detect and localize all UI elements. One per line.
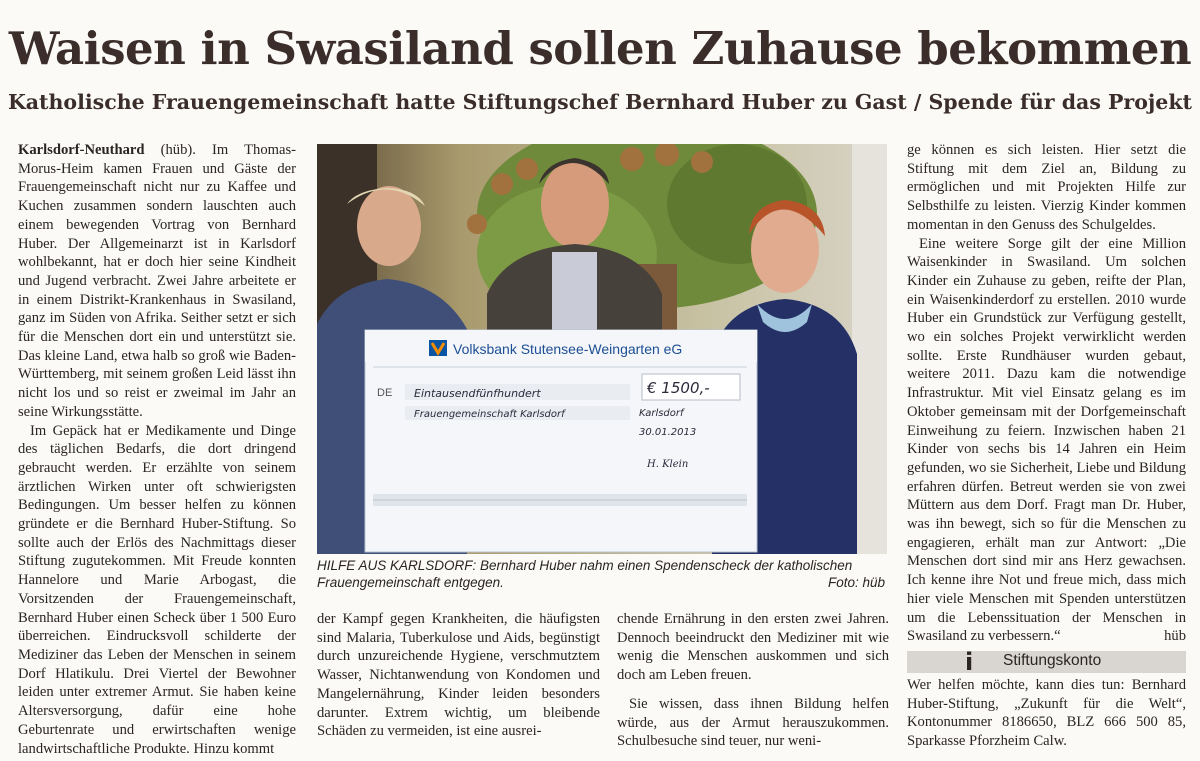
article-column-1 bbox=[18, 141, 296, 758]
photo-credit: Foto: hüb bbox=[827, 574, 885, 590]
paragraph bbox=[18, 141, 296, 422]
info-box-title: Stiftungskonto bbox=[1003, 652, 1102, 669]
info-icon: i bbox=[965, 648, 974, 676]
article-column-2 bbox=[317, 610, 600, 741]
paragraph: chende Ernährung in den ersten zwei Jahren. Dennoch beeindruckt den Mediziner mit wie wenig die Menschen auskommen und sich doch am Leben freuen. bbox=[617, 611, 889, 684]
cheque-signature: H. Klein bbox=[647, 459, 689, 470]
cheque-payee: Frauengemeinschaft Karlsdorf bbox=[414, 409, 565, 420]
paragraph bbox=[907, 235, 1186, 646]
cheque-place: Karlsdorf bbox=[639, 408, 684, 419]
author-sign: hüb bbox=[1164, 628, 1186, 645]
paragraph: Sie wissen, dass ihnen Bildung helfen würde, aus der Armut herauszukommen. Schulbesuche sind teuer, nur weni- bbox=[617, 695, 889, 750]
caption-text: HILFE AUS KARLSDORF: Bernhard Huber nahm einen Spendenscheck der katholischen Frauengemeinschaft entgegen. bbox=[317, 558, 853, 590]
news-photo bbox=[317, 144, 887, 554]
paragraph-text: (hüb). Im Thomas-Morus-Heim kamen Frauen und Gäste der Frauengemeinschaft nicht nur zu Kaffee und Kuchen zusammen sondern lauschten auch einem bewegenden Vortrag von Bernhard Huber. Der Allgemeinarzt ist in Karlsdorf wohlbekannt, hat er doch hier seine Kindheit und Jugend verbracht. Zwei Jahre arbeitete er in einem Distrikt-Krankenhaus in Swasiland, ganz im Süden von Afrika. Seither setzt er sich für die Menschen dort ein und unterstützt sie. Das kleine Land, etwa halb so groß wie Baden-Württemberg, mit seinem großen Leid lässt ihn nicht los und so reist er zweimal im Jahr an seine Wirkungsstätte. bbox=[18, 142, 296, 420]
article-column-4 bbox=[907, 141, 1186, 646]
cheque-bank-name: Volksbank Stutensee-Weingarten eG bbox=[453, 341, 683, 357]
paragraph: ge können es sich leisten. Hier setzt die Stiftung mit dem Ziel an, Bildung zu ermöglichen und mit Projekten Hilfe zur Selbsthilfe zu leisten. Vierzig Kinder kommen momentan in den Genuss des Schulgeldes. bbox=[907, 142, 1186, 233]
cheque-country-code: DE bbox=[377, 387, 393, 399]
paragraph: Im Gepäck hat er Medikamente und Dinge des täglichen Bedarfs, die dort dringend gebraucht werden. Er erzählte von seinem ärztlichen Wirken unter oft schwierigsten Bedingungen. Um besser helfen zu können gründete er die Bernhard Huber-Stiftung. So sollte auch der Erlös des Nachmittags dieser Stiftung zugutekommen. Mit Freude konnten Hannelore und Marie Arbogast, die Vorsitzenden der Frauengemeinschaft, Bernhard Huber einen Scheck über 1 500 Euro überreichen. Eindrucksvoll schilderte der Mediziner das Leben der Menschen in seinem Dorf Hlatikulu. Drei Viertel der Bewohner leiden unter extremer Armut. Sie haben keine Altersversorgung, dafür eine hohe Geburtenrate und erwirtschaften wenige landwirtschaftliche Produkte. Hinzu kommt bbox=[18, 422, 296, 757]
cheque-date: 30.01.2013 bbox=[639, 427, 697, 438]
paragraph: der Kampf gegen Krankheiten, die häufigsten sind Malaria, Tuberkulose und Aids, begünstigt durch unzureichende Hygiene, verschmutztem Wasser, Nichtanwendung von Kondomen und Mangelernährung, Kinder leiden besonders darunter. Extrem wichtig, um bleibende Schäden zu vermeiden, ist eine ausrei- bbox=[317, 611, 600, 740]
headline: Waisen in Swasiland sollen Zuhause bekommen bbox=[8, 22, 1192, 75]
subheadline: Katholische Frauengemeinschaft hatte Stiftungschef Bernhard Huber zu Gast / Spende für das Projekt bbox=[7, 90, 1193, 114]
dateline: Karlsdorf-Neuthard bbox=[18, 142, 145, 158]
article-column-3 bbox=[617, 610, 889, 751]
cheque-amount-words: Eintausendfünfhundert bbox=[414, 387, 541, 400]
paragraph-text: Eine weitere Sorge gilt der eine Million Waisenkinder in Swasiland. Um solchen Kinder ein Zuhause zu geben, reifte der Plan, ein Waisenkinderdorf zu erstellen. 2010 wurde Huber ein Grundstück zur Verfügung gestellt, wo ein solches Projekt verwirklicht werden sollte. Erste Rundhäuser wurden gebaut, weitere 2011. Dazu kam die notwendige Infrastruktur. Mit viel Einsatz gelang es im Oktober gemeinsam mit der Dorfgemeinschaft Einweihung zu feiern. Inzwischen haben 21 Kinder von sechs bis 14 Jahren ein Heim gefunden, wo sie Sicherheit, Liebe und Bildung erfahren dürfen. Betreut werden sie von zwei Müttern aus dem Dorf. Fragt man Dr. Huber, was ihn bewegt, sich so für die Menschen zu engagieren, erhält man zur Antwort: „Die Menschen dort sind mir ans Herz gewachsen. Ich kenne ihre Not und freue mich, dass mich hier viele Menschen mit Spenden unterstützen um die Lebenssituation der Menschen in Swasiland zu verbessern.“ bbox=[907, 235, 1186, 645]
info-box-header bbox=[907, 648, 1186, 676]
photo-caption bbox=[317, 558, 887, 591]
info-box-text: Wer helfen möchte, kann dies tun: Bernhard Huber-Stiftung, „Zukunft für die Welt“, Kontonummer 8186650, BLZ 666 500 85, Sparkasse Pforzheim Calw. bbox=[907, 677, 1186, 750]
cheque-amount: € 1500,- bbox=[647, 379, 710, 397]
